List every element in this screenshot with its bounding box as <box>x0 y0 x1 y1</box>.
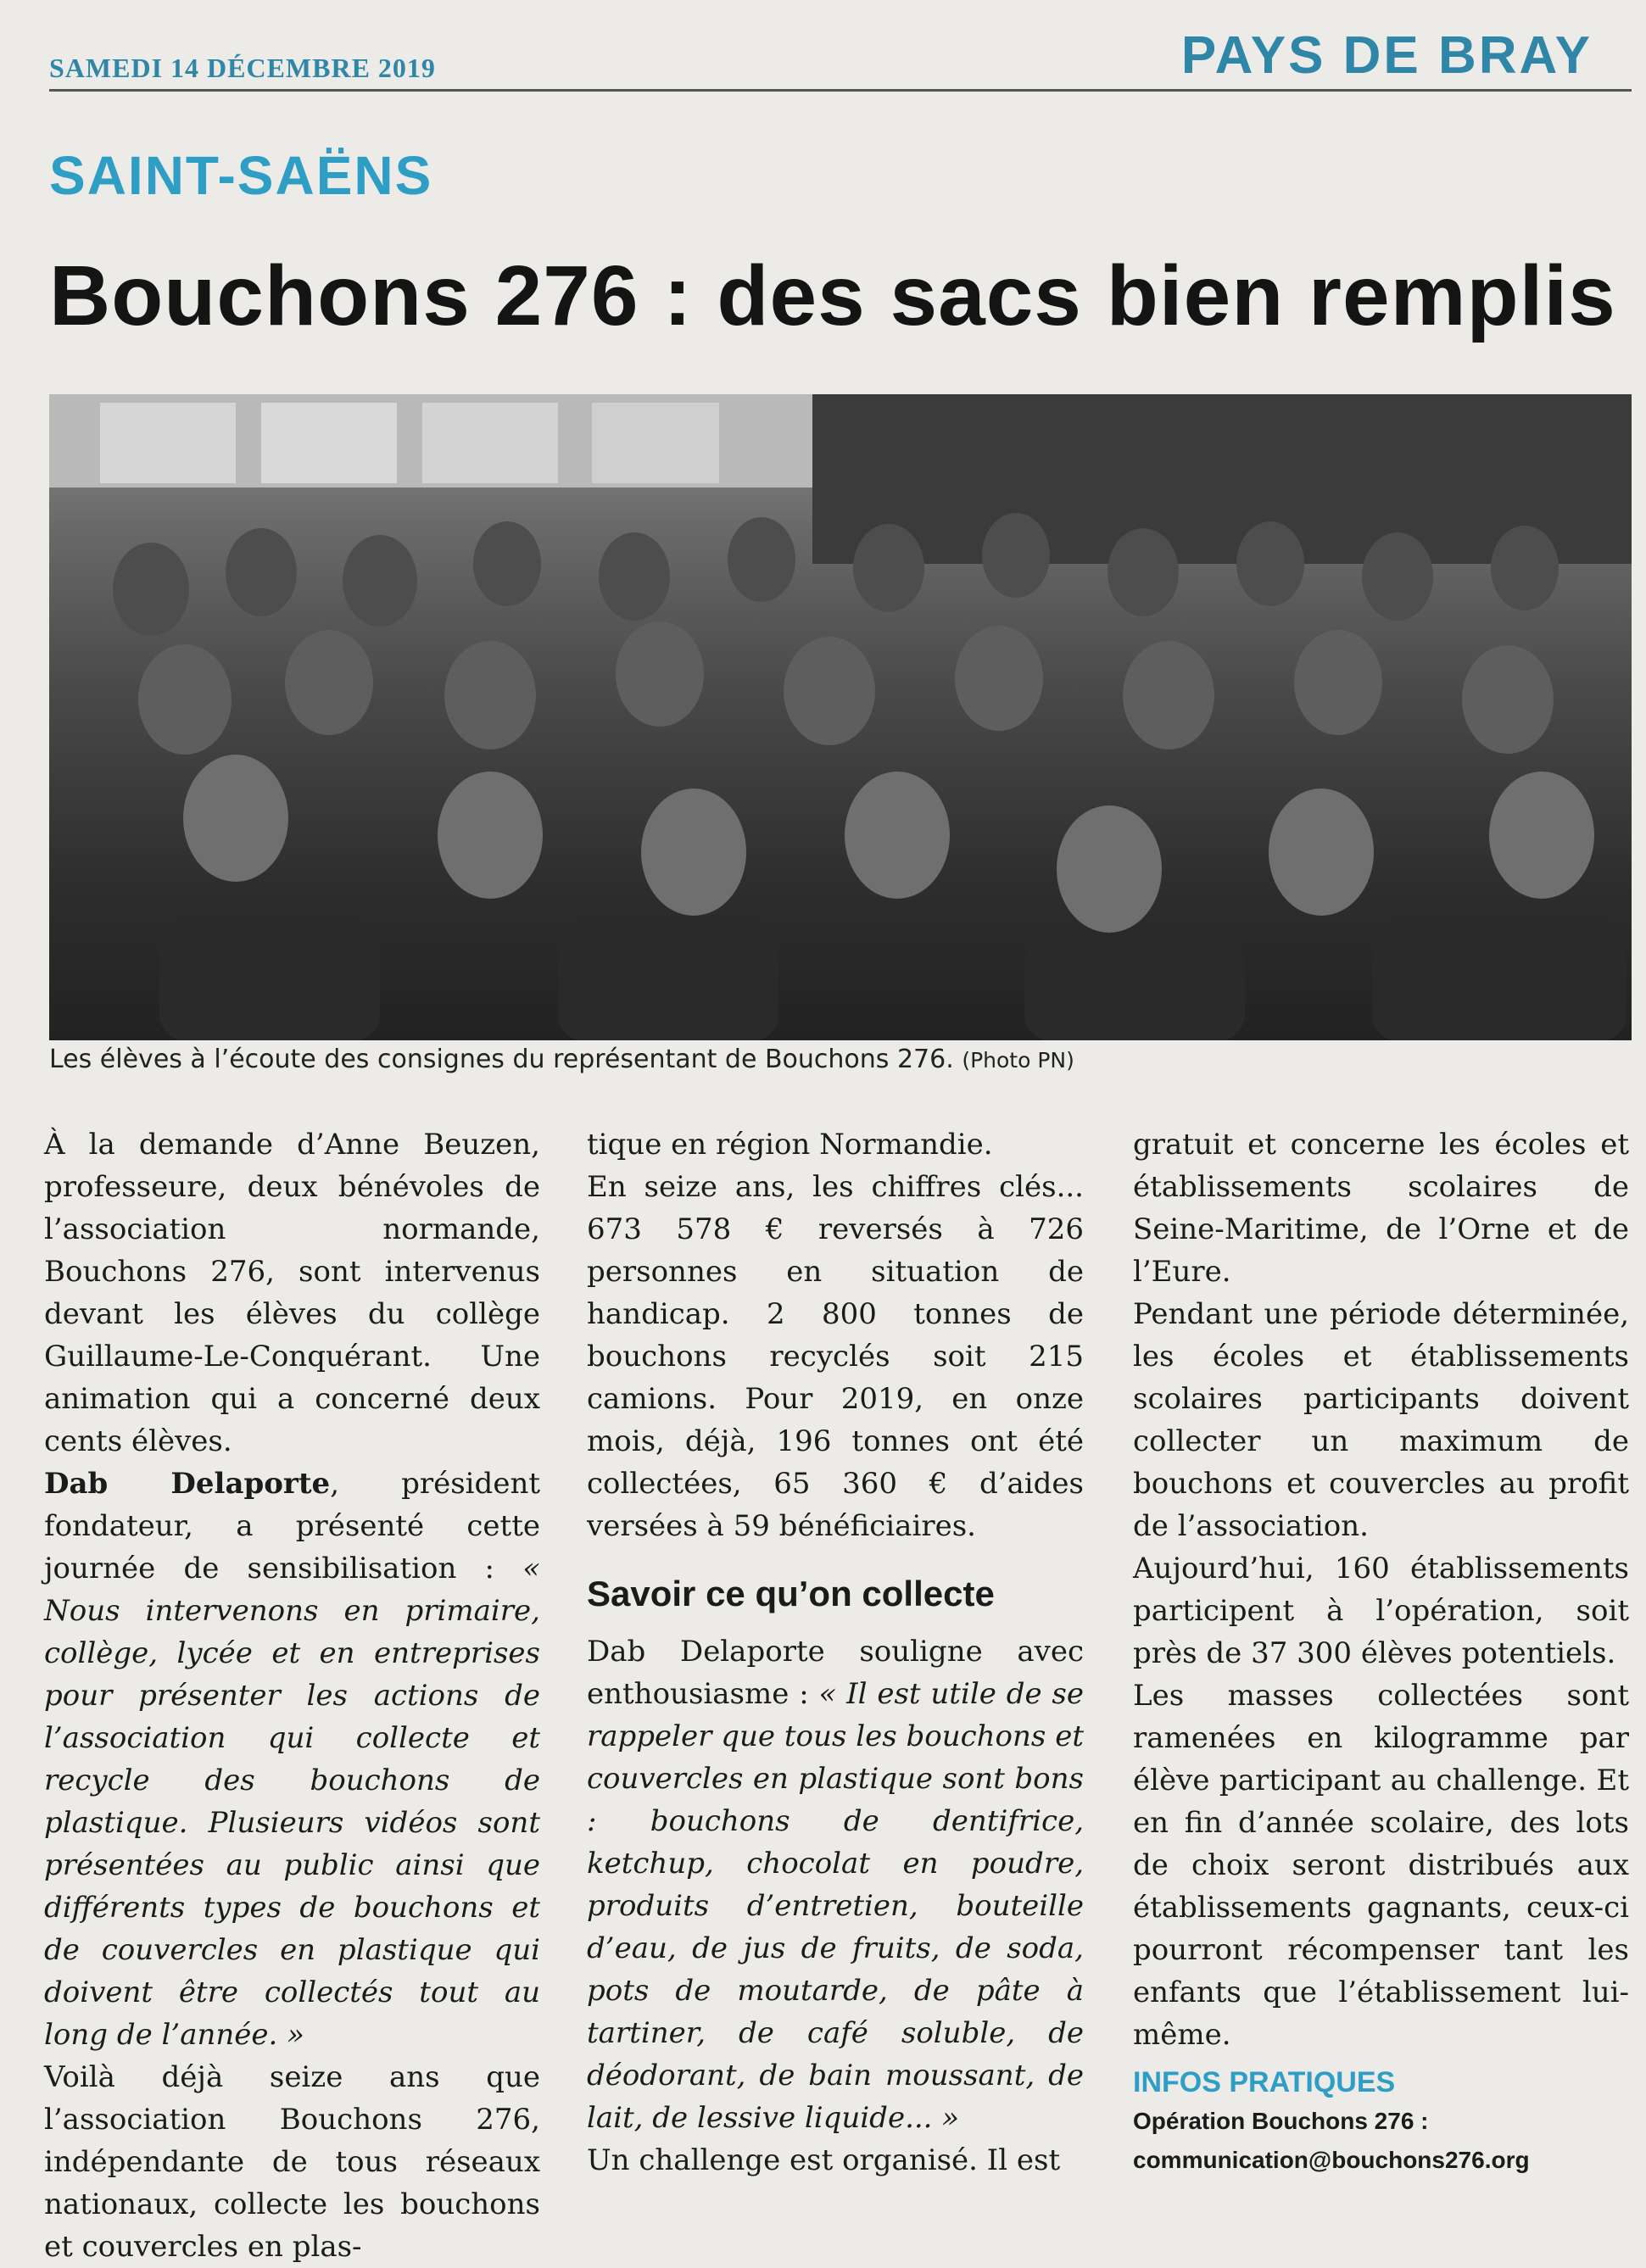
paragraph: Pendant une période déterminée, les écoles et établissements scolaires participants doivent collecter un maximum de bouchons et couvercles au profit de l’association. <box>1133 1297 1629 1543</box>
author-name: Dab Delaporte <box>44 1467 331 1501</box>
article-headline: Bouchons 276 : des sacs bien remplis <box>49 248 1616 343</box>
section-title: PAYS DE BRAY <box>1180 26 1593 85</box>
paragraph: Un challenge est organisé. Il est <box>587 2143 1061 2177</box>
paragraph-text: Dab Delaporte souligne avec enthousiasme : <box>587 1635 1084 1711</box>
article-column-1 <box>44 1123 540 2268</box>
photo-illustration <box>49 394 1632 1040</box>
article-column-2 <box>587 1123 1084 2182</box>
issue-date: SAMEDI 14 DÉCEMBRE 2019 <box>49 53 436 83</box>
paragraph: En seize ans, les chiffres clés... 673 578 € reversés à 726 personnes en situation de handicap. 2 800 tonnes de bouchons recyclés soit 215 camions. Pour 2019, en onze mois, déjà, 196 tonnes ont été collectées, 65 360 € d’aides versées à 59 bénéficiaires. <box>587 1170 1084 1543</box>
quote: « Nous intervenons en primaire, collège, lycée et en entreprises pour présenter les actions de l’association qui collecte et recycle des bouchons de plastique. Plusieurs vidéos sont présentées au public ainsi que différents types de bouchons et de couvercles en plastique qui doivent être collectés tout au long de l’année. » <box>44 1552 540 2052</box>
article-town: SAINT-SAËNS <box>49 145 433 206</box>
page-header <box>49 25 1593 89</box>
article-subhead: Savoir ce qu’on collecte <box>587 1574 995 1613</box>
article-column-3 <box>1133 1123 1629 2180</box>
paragraph: Voilà déjà seize ans que l’association Bouchons 276, indépendante de tous réseaux nationaux, collecte les bouchons et couvercles en plas- <box>44 2060 540 2264</box>
photo-credit: (Photo PN) <box>962 1048 1074 1073</box>
caption-text: Les élèves à l’écoute des consignes du représentant de Bouchons 276. <box>49 1045 954 1074</box>
paragraph: Aujourd’hui, 160 établissements participent à l’opération, soit près de 37 300 élèves potentiels. <box>1133 1552 1629 1670</box>
paragraph: Les masses collectées sont ramenées en kilogramme par élève participant au challenge. Et en fin d’année scolaire, des lots de choix seront distribués aux établissements gagnants, ceux-ci pourront récompenser tant les enfants que l’établissement lui-même. <box>1133 1679 1629 2052</box>
paragraph <box>44 1463 540 2056</box>
paragraph: À la demande d’Anne Beuzen, professeure, deux bénévoles de l’association normande, Bouchons 276, sont intervenus devant les élèves du collège Guillaume-Le-Conquérant. Une animation qui a concerné deux cents élèves. <box>44 1128 540 1458</box>
infos-title: INFOS PRATIQUES <box>1133 2066 1396 2098</box>
paragraph: tique en région Normandie. <box>587 1128 993 1162</box>
quote: « Il est utile de se rappeler que tous les bouchons et couvercles en plastique sont bons : bouchons de dentifrice, ketchup, chocolat en poudre, produits d’entretien, bouteille d’eau, de jus de fruits, de soda, pots de moutarde, de pâte à tartiner, de café soluble, de déodorant, de bain moussant, de lait, de lessive liquide... » <box>587 1677 1085 2135</box>
photo-caption <box>49 1045 1074 1074</box>
header-rule <box>49 89 1632 92</box>
paragraph-text: , président fondateur, a présenté cette journée de sensibilisation : <box>44 1467 540 1585</box>
infos-contact: Opération Bouchons 276 : communication@bouchons276.org <box>1133 2108 1530 2173</box>
paragraph <box>587 1630 1084 2139</box>
paragraph: gratuit et concerne les écoles et établissements scolaires de Seine-Maritime, de l’Orne et de l’Eure. <box>1133 1128 1629 1289</box>
article-photo <box>49 394 1632 1040</box>
